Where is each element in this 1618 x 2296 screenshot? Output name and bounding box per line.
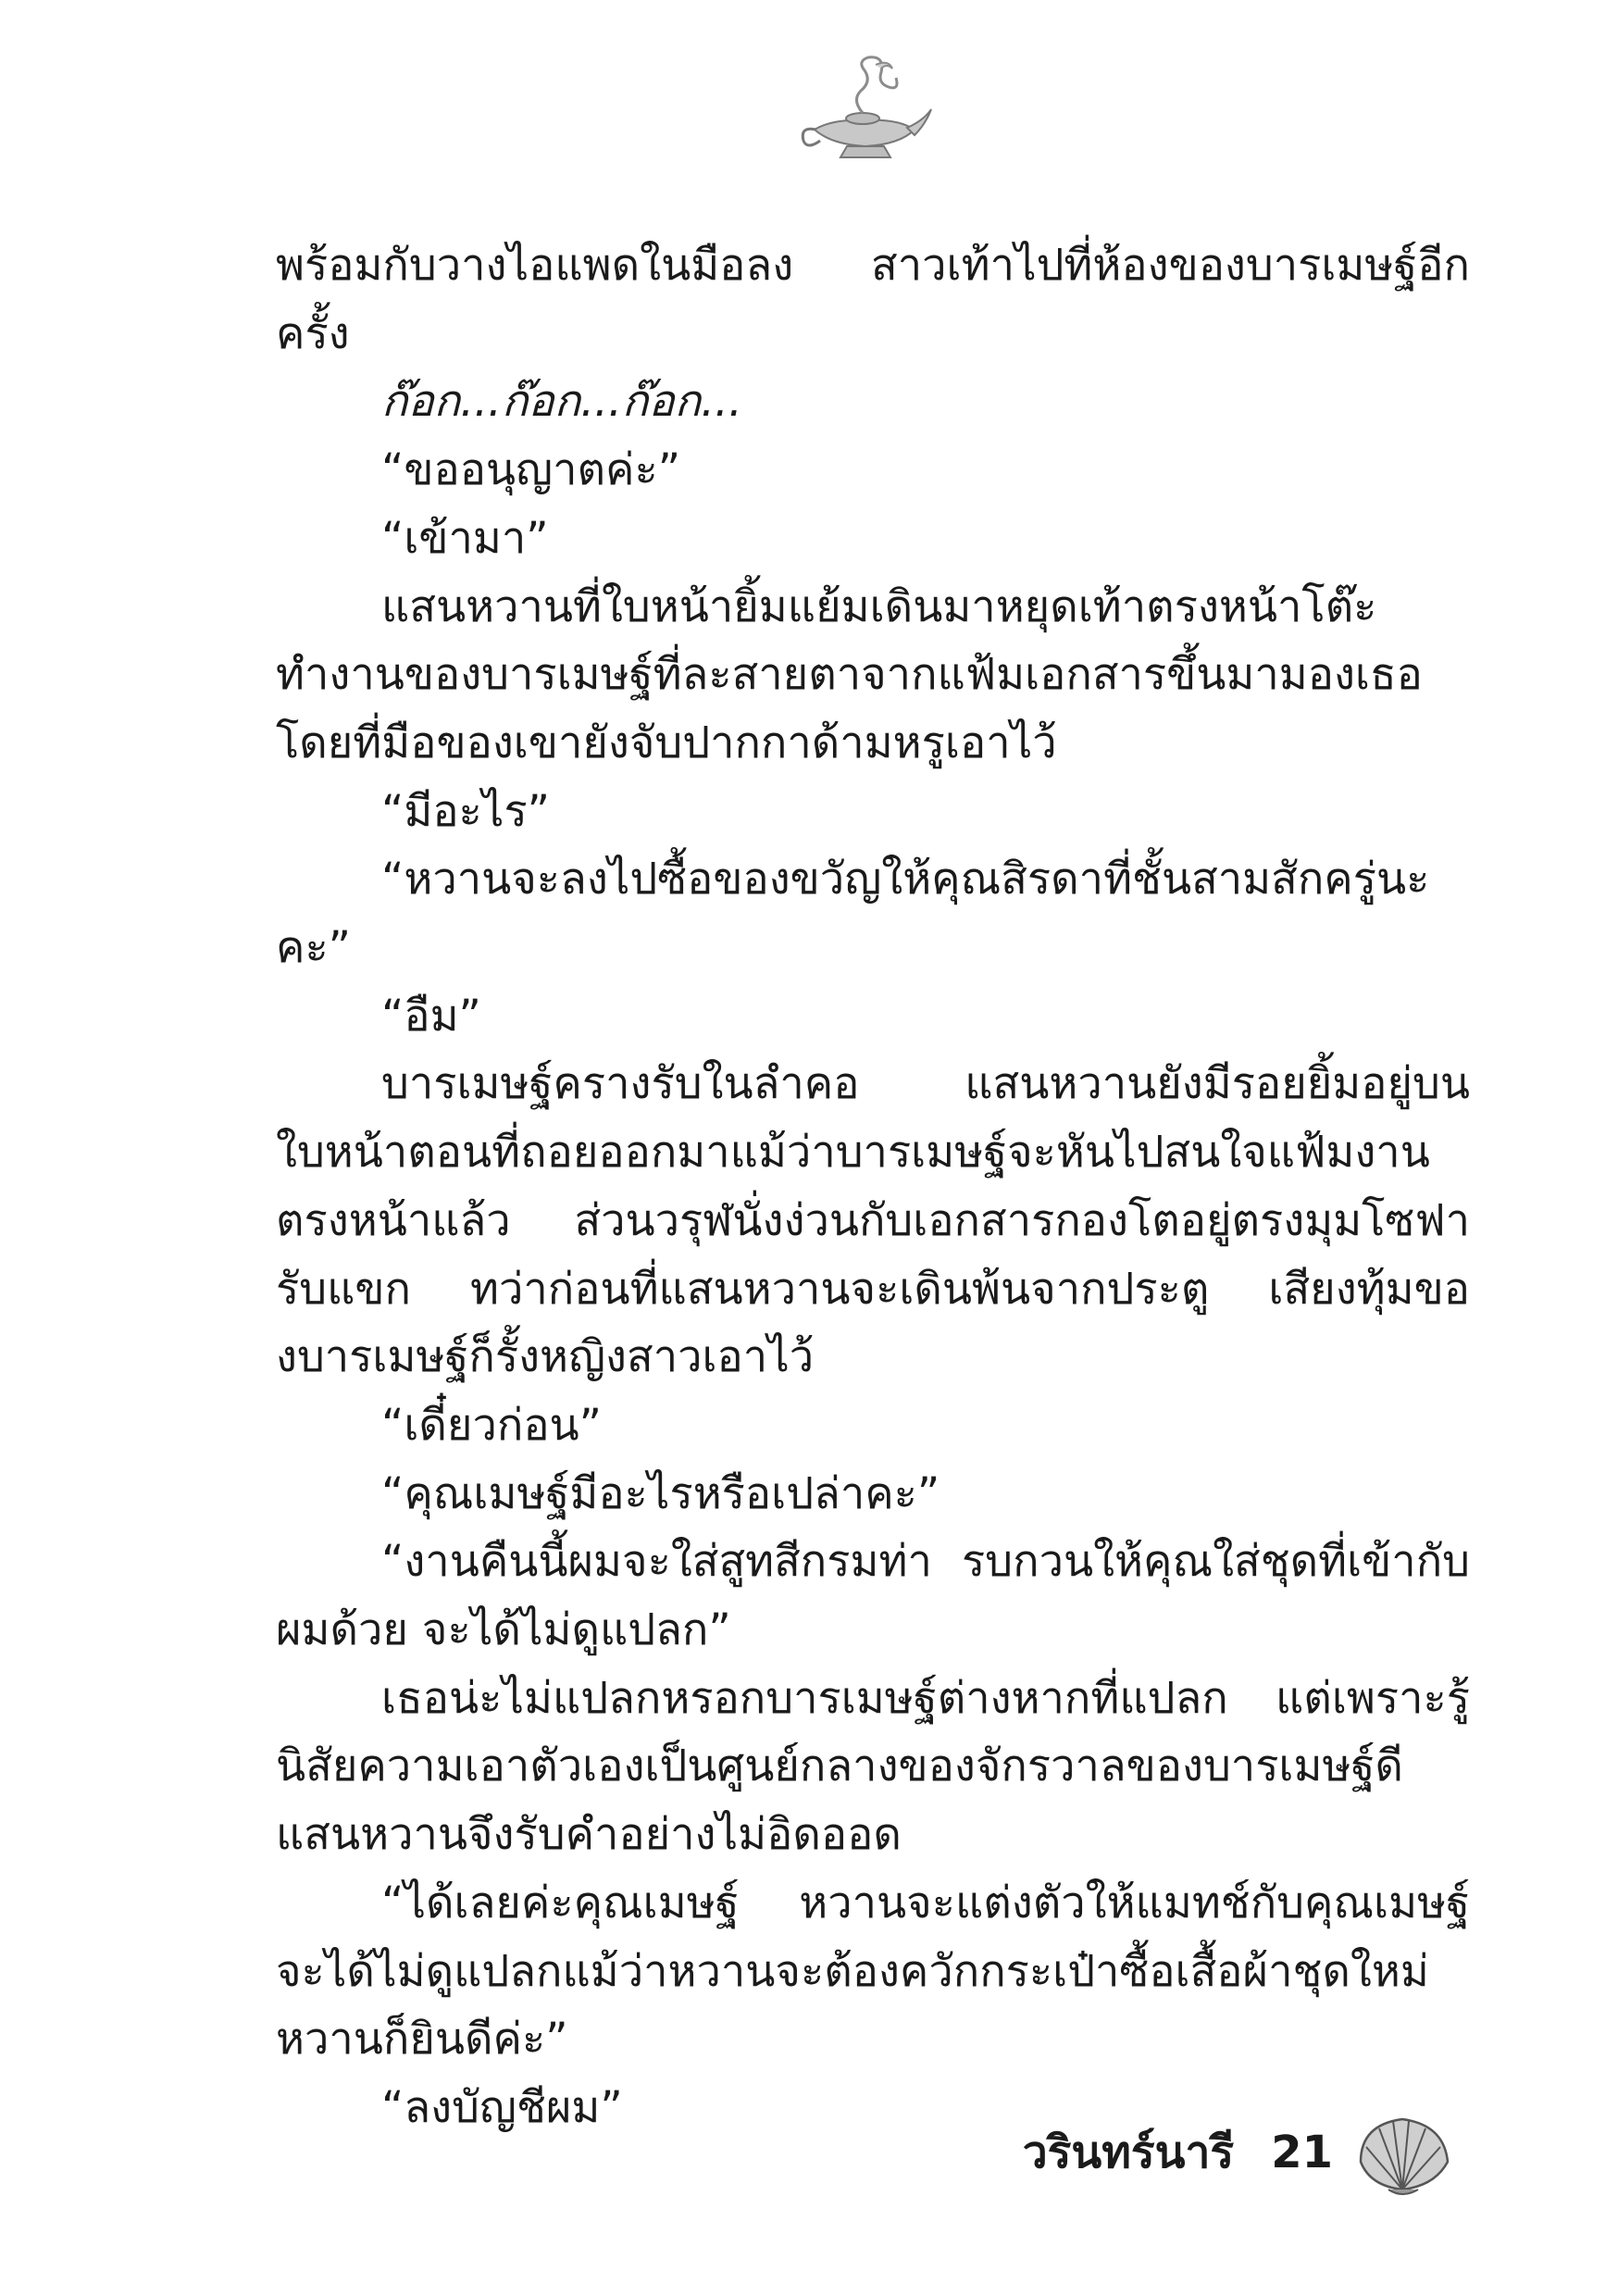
paragraph: แสนหวานที่ใบหน้ายิ้มแย้มเดินมาหยุดเท้าตรงหน้าโต๊ะทำงานของบารเมษฐ์ที่ละสายตาจากแฟ้มเอกสารขึ้นมามองเธอโดยที่มือของเขายังจับปากกาด้ามหรูเอาไว้ (276, 580, 1423, 768)
paragraph: “งานคืนนี้ผมจะใส่สูทสีกรมท่า รบกวนให้คุณใส่ชุดที่เข้ากับผมด้วย จะได้ไม่ดูแปลก” (276, 1536, 1470, 1656)
seashell-icon (1351, 2106, 1453, 2199)
paragraph: “ลงบัญชีผม” (381, 2081, 623, 2133)
page-number: 21 (1271, 2127, 1333, 2178)
page-footer (1023, 2102, 1453, 2203)
paragraph: บารเมษฐ์ครางรับในลำคอ แสนหวานยังมีรอยยิ้มอยู่บนใบหน้าตอนที่ถอยออกมาแม้ว่าบารเมษฐ์จะหันไปสนใจแฟ้มงานตรงหน้าแล้ว ส่วนวรุฬนั่งง่วนกับเอกสารกองโตอยู่ตรงมุมโซฟารับแขก ทว่าก่อนที่แสนหวานจะเดินพ้นจากประตู เสียงทุ้มของบารเมษฐ์ก็รั้งหญิงสาวเอาไว้ (276, 1058, 1470, 1383)
paragraph: “มีอะไร” (381, 785, 551, 837)
body-text (276, 231, 1470, 2142)
magic-lamp-icon (796, 56, 935, 167)
paragraph: “เข้ามา” (381, 512, 549, 564)
paragraph: “ได้เลยค่ะคุณเมษฐ์ หวานจะแต่งตัวให้แมทช์กับคุณเมษฐ์ จะได้ไม่ดูแปลกแม้ว่าหวานจะต้องควักกระเป๋าซื้อเสื้อผ้าชุดใหม่หวานก็ยินดีค่ะ” (276, 1877, 1470, 2065)
paragraph: ก๊อก...ก๊อก...ก๊อก... (381, 376, 742, 428)
paragraph: “คุณเมษฐ์มีอะไรหรือเปล่าคะ” (381, 1467, 940, 1519)
paragraph: “ขออนุญาตค่ะ” (381, 444, 681, 496)
paragraph: เธอน่ะไม่แปลกหรอกบารเมษฐ์ต่างหากที่แปลก แต่เพราะรู้นิสัยความเอาตัวเองเป็นศูนย์กลางของจักรวาลของบารเมษฐ์ดี แสนหวานจึงรับคำอย่างไม่อิดออด (276, 1672, 1470, 1861)
paragraph: “เดี๋ยวก่อน” (381, 1399, 603, 1451)
paragraph: “หวานจะลงไปซื้อของขวัญให้คุณสิรดาที่ชั้นสามสักครู่นะคะ” (276, 854, 1430, 974)
paragraph: พร้อมกับวางไอแพดในมือลง สาวเท้าไปที่ห้องของบารเมษฐ์อีกครั้ง (276, 240, 1470, 359)
book-title: วรินทร์นารี (1022, 2127, 1235, 2178)
paragraph: “อืม” (381, 990, 481, 1042)
